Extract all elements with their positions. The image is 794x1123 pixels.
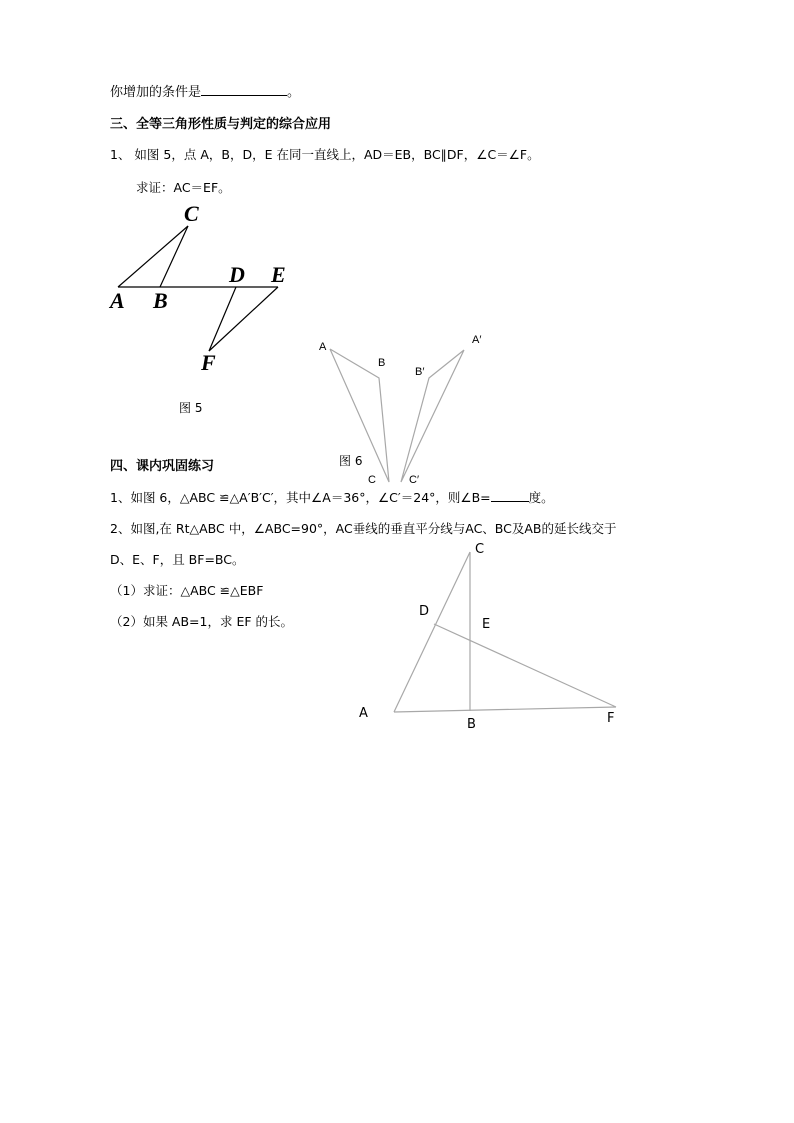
- fig7-label-f: F: [607, 711, 615, 726]
- fig6-label-c1: C′: [409, 474, 420, 486]
- figure-5: [118, 226, 278, 351]
- fig6-label-c: C: [368, 474, 376, 486]
- section4-title: 四、课内巩固练习: [110, 459, 215, 474]
- fig5-label-d: D: [229, 262, 245, 287]
- exercise1-prefix: 1、如图 6，△ABC ≌△A′B′C′，其中∠A＝36°，∠C′＝24°，则∠B=: [110, 490, 491, 505]
- fig6-label-a: A: [319, 341, 327, 353]
- fig6-label-a1: A′: [472, 334, 482, 346]
- fig5-label-f: F: [201, 350, 216, 375]
- fig5-label-c: C: [184, 201, 199, 226]
- fig7-label-d: D: [419, 604, 430, 619]
- fig5-line-fd: [209, 287, 236, 351]
- fig7-label-e: E: [482, 617, 491, 632]
- fig5-label-e: E: [271, 262, 286, 287]
- exercise1-suffix: 度。: [528, 490, 554, 505]
- prove1-text: 求证：AC＝EF。: [136, 180, 231, 195]
- problem1-text: 1、 如图 5，点 A，B，D，E 在同一直线上，AD＝EB，BC∥DF，∠C＝∠F。: [110, 147, 540, 162]
- fig5-line-ac: [118, 226, 188, 287]
- fig5-caption: 图 5: [179, 401, 203, 415]
- exercise2-line2: D、E、F，且 BF=BC。: [110, 552, 245, 567]
- fig7-line-df: [434, 624, 616, 707]
- fig5-line-fe: [209, 287, 278, 351]
- fig7-label-b: B: [467, 717, 476, 732]
- exercise2-part2: （2）如果 AB=1，求 EF 的长。: [110, 614, 294, 629]
- condition-suffix: 。: [287, 85, 301, 100]
- exercise2-line1: 2、如图,在 Rt△ABC 中，∠ABC=90°，AC垂线的垂直平分线与AC、BC及AB的延长线交于: [110, 521, 617, 536]
- figure-7: [394, 552, 616, 712]
- fig5-label-b: B: [153, 288, 168, 313]
- fig7-label-a: A: [359, 706, 368, 721]
- fig5-label-a: A: [110, 288, 125, 313]
- fig5-line-bc: [160, 226, 188, 287]
- section3-title: 三、全等三角形性质与判定的综合应用: [110, 117, 332, 132]
- fig6-label-b: B: [378, 357, 386, 369]
- fig7-line-ac: [394, 552, 470, 712]
- fig7-label-c: C: [475, 542, 485, 557]
- fig7-line-af: [394, 707, 616, 712]
- fig6-caption: 图 6: [339, 454, 363, 468]
- fig6-label-b1: B′: [415, 366, 425, 378]
- fig6-triangle-a1b1c1: [401, 350, 464, 482]
- condition-prefix: 你增加的条件是: [110, 85, 202, 100]
- exercise2-part1: （1）求证：△ABC ≌△EBF: [110, 583, 264, 598]
